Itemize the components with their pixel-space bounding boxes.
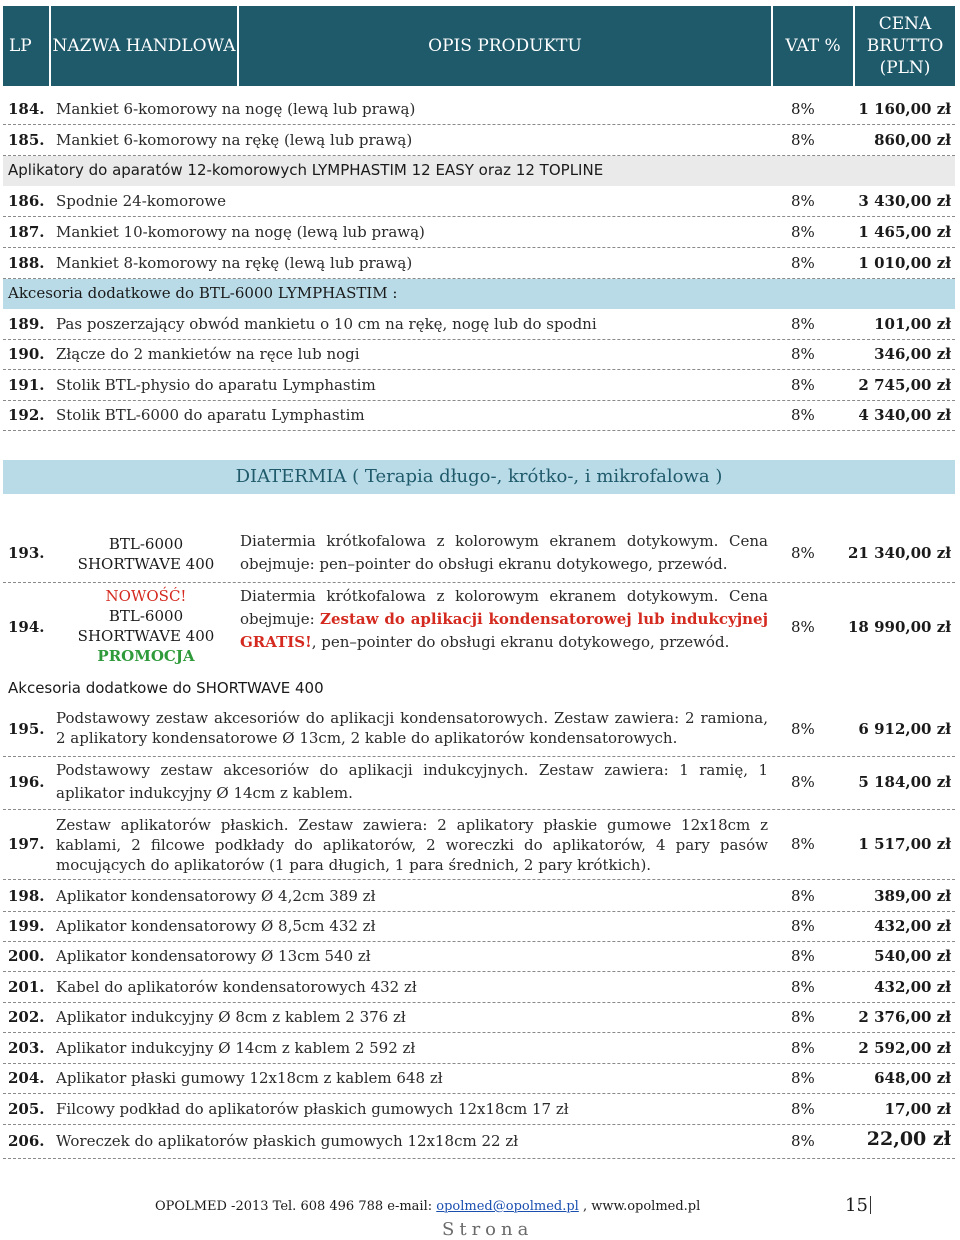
row-vat: 8% — [791, 345, 815, 363]
table-row — [3, 1124, 955, 1159]
table-row — [3, 704, 955, 757]
row-vat: 8% — [791, 720, 815, 738]
row-lp: 189. — [8, 315, 45, 333]
table-header — [3, 6, 955, 86]
row-price: 17,00 zł — [884, 1100, 951, 1118]
row-price: 1 465,00 zł — [858, 223, 951, 241]
new-label: NOWOŚĆ! — [105, 587, 187, 605]
header-desc: OPIS PRODUKTU — [239, 6, 771, 86]
row-vat: 8% — [791, 192, 815, 210]
row-desc: Aplikator kondensatorowy Ø 8,5cm 432 zł — [56, 917, 376, 935]
row-price: 540,00 zł — [874, 947, 951, 965]
row-lp: 193. — [8, 544, 45, 562]
row-lp: 198. — [8, 887, 45, 905]
row-desc: Aplikator indukcyjny Ø 14cm z kablem 2 592 zł — [56, 1039, 416, 1057]
row-desc: Aplikator kondensatorowy Ø 13cm 540 zł — [56, 947, 371, 965]
table-row — [3, 217, 955, 248]
header-vat: VAT % — [773, 6, 853, 86]
section-heading-btl-lymphastim — [3, 279, 955, 309]
table-row — [3, 125, 955, 156]
row-desc: Mankiet 6-komorowy na rękę (lewą lub prawą) — [56, 131, 413, 149]
row-lp: 206. — [8, 1132, 45, 1150]
footer-text: OPOLMED -2013 Tel. 608 496 788 e-mail: — [155, 1199, 437, 1214]
row-desc: Aplikator kondensatorowy Ø 4,2cm 389 zł — [56, 887, 376, 905]
row-vat: 8% — [791, 1008, 815, 1026]
row-vat: 8% — [791, 406, 815, 424]
diatermia-heading: DIATERMIA ( Terapia długo-, krótko-, i mikrofalowa ) — [3, 460, 955, 494]
row-price: 2 745,00 zł — [858, 376, 951, 394]
row-lp: 185. — [8, 131, 45, 149]
row-vat: 8% — [791, 1132, 815, 1150]
table-row — [3, 757, 955, 810]
row-price: 5 184,00 zł — [858, 773, 951, 791]
row-lp: 191. — [8, 376, 45, 394]
row-price: 22,00 zł — [866, 1128, 951, 1150]
row-lp: 187. — [8, 223, 45, 241]
row-lp: 202. — [8, 1008, 45, 1026]
row-vat: 8% — [791, 376, 815, 394]
section-heading-lymphastim-12 — [3, 156, 955, 186]
row-desc: Podstawowy zestaw akcesoriów do aplikacji indukcyjnych. Zestaw zawiera: 1 ramię, 1 aplikator indukcyjny Ø 14cm z kablem. — [56, 761, 768, 802]
name-line: SHORTWAVE 400 — [77, 627, 215, 645]
footer-website: , www.opolmed.pl — [578, 1199, 701, 1214]
row-vat: 8% — [791, 618, 815, 636]
row-lp: 199. — [8, 917, 45, 935]
row-desc: Mankiet 10-komorowy na nogę (lewą lub prawą) — [56, 223, 425, 241]
row-desc: Aplikator indukcyjny Ø 8cm z kablem 2 376 zł — [56, 1008, 406, 1026]
row-price: 346,00 zł — [874, 345, 951, 363]
table-row — [3, 881, 955, 912]
row-lp: 188. — [8, 254, 45, 272]
table-row — [3, 248, 955, 279]
row-lp: 204. — [8, 1069, 45, 1087]
table-row — [3, 370, 955, 401]
row-price: 1 160,00 zł — [858, 100, 951, 118]
row-lp: 184. — [8, 100, 45, 118]
row-price: 18 990,00 zł — [847, 618, 951, 636]
row-vat: 8% — [791, 131, 815, 149]
page-footer — [0, 1193, 960, 1240]
row-desc: Pas poszerzający obwód mankietu o 10 cm na rękę, nogę lub do spodni — [56, 315, 597, 333]
row-lp: 203. — [8, 1039, 45, 1057]
page-number: 15 — [845, 1195, 868, 1216]
row-price: 2 592,00 zł — [858, 1039, 951, 1057]
row-price: 860,00 zł — [874, 131, 951, 149]
promo-label: PROMOCJA — [97, 647, 195, 665]
row-name — [61, 586, 231, 666]
row-desc — [240, 585, 768, 654]
row-lp: 195. — [8, 720, 45, 738]
row-lp: 197. — [8, 835, 45, 853]
page-divider — [870, 1196, 871, 1214]
row-desc: Spodnie 24-komorowe — [56, 192, 227, 210]
name-line: BTL-6000 — [108, 535, 184, 553]
row-vat: 8% — [791, 223, 815, 241]
table-row — [3, 526, 955, 583]
row-price: 4 340,00 zł — [858, 406, 951, 424]
header-lp: LP — [3, 6, 49, 86]
row-lp: 201. — [8, 978, 45, 996]
row-price: 21 340,00 zł — [847, 544, 951, 562]
row-lp: 200. — [8, 947, 45, 965]
table-row — [3, 1094, 955, 1125]
row-lp: 190. — [8, 345, 45, 363]
table-row — [3, 339, 955, 370]
table-row — [3, 584, 955, 672]
row-price: 1 010,00 zł — [858, 254, 951, 272]
row-lp: 192. — [8, 406, 45, 424]
row-vat: 8% — [791, 1039, 815, 1057]
table-row — [3, 1033, 955, 1064]
row-price: 432,00 zł — [874, 917, 951, 935]
row-desc: Stolik BTL-physio do aparatu Lymphastim — [56, 376, 376, 394]
row-desc: Woreczek do aplikatorów płaskich gumowych 12x18cm 22 zł — [56, 1132, 519, 1150]
table-row — [3, 1063, 955, 1094]
footer-email-link[interactable]: opolmed@opolmed.pl — [436, 1199, 579, 1214]
row-desc: Podstawowy zestaw akcesoriów do aplikacji kondensatorowych. Zestaw zawiera: 2 ramiona, 2 aplikatory kondensatorowe Ø 13cm, 2 kable do aplikatorów kondensatorowych. — [56, 709, 768, 747]
name-line: BTL-6000 — [108, 607, 184, 625]
row-vat: 8% — [791, 773, 815, 791]
row-lp: 194. — [8, 618, 45, 636]
row-price: 6 912,00 zł — [858, 720, 951, 738]
row-desc: Złącze do 2 mankietów na ręce lub nogi — [56, 345, 360, 363]
row-desc: Mankiet 8-komorowy na rękę (lewą lub prawą) — [56, 254, 413, 272]
row-lp: 186. — [8, 192, 45, 210]
row-desc: Filcowy podkład do aplikatorów płaskich gumowych 12x18cm 17 zł — [56, 1100, 569, 1118]
table-row — [3, 309, 955, 340]
row-lp: 205. — [8, 1100, 45, 1118]
row-price: 432,00 zł — [874, 978, 951, 996]
row-desc: Mankiet 6-komorowy na nogę (lewą lub prawą) — [56, 100, 416, 118]
footer-contact — [155, 1199, 700, 1214]
row-price: 648,00 zł — [874, 1069, 951, 1087]
row-vat: 8% — [791, 100, 815, 118]
row-desc: Zestaw aplikatorów płaskich. Zestaw zawiera: 2 aplikatory płaskie gumowe 12x18cm z kablami, 2 filcowe podkłady do aplikatorów, 2 woreczki do aplikatorów, 4 pary pasów mocujących do aplikatorów (1 para długich, 1 para średnich, 2 pary krótkich). — [56, 816, 768, 874]
section-title: Akcesoria dodatkowe do SHORTWAVE 400 — [8, 679, 324, 697]
header-name: NAZWA HANDLOWA — [51, 6, 237, 86]
table-row — [3, 972, 955, 1003]
row-desc: Aplikator płaski gumowy 12x18cm z kablem 648 zł — [56, 1069, 443, 1087]
table-row — [3, 811, 955, 880]
row-vat: 8% — [791, 978, 815, 996]
row-vat: 8% — [791, 1069, 815, 1087]
row-desc: Kabel do aplikatorów kondensatorowych 432 zł — [56, 978, 417, 996]
name-line: SHORTWAVE 400 — [77, 555, 215, 573]
page-label: Strona — [442, 1219, 534, 1240]
section-title: Aplikatory do aparatów 12-komorowych LYMPHASTIM 12 EASY oraz 12 TOPLINE — [8, 161, 604, 179]
row-vat: 8% — [791, 1100, 815, 1118]
row-price: 101,00 zł — [874, 315, 951, 333]
row-vat: 8% — [791, 254, 815, 272]
desc-part: , pen–pointer do obsługi ekranu dotykowego, przewód. — [311, 633, 730, 651]
table-row — [3, 911, 955, 942]
row-price: 389,00 zł — [874, 887, 951, 905]
table-row — [3, 1002, 955, 1033]
row-price: 3 430,00 zł — [858, 192, 951, 210]
row-vat: 8% — [791, 887, 815, 905]
row-vat: 8% — [791, 917, 815, 935]
row-vat: 8% — [791, 947, 815, 965]
row-vat: 8% — [791, 315, 815, 333]
row-vat: 8% — [791, 544, 815, 562]
row-lp: 196. — [8, 773, 45, 791]
row-price: 2 376,00 zł — [858, 1008, 951, 1026]
section-heading-shortwave — [3, 674, 955, 702]
row-vat: 8% — [791, 835, 815, 853]
desc-part: Diatermia krótkofalowa z kolorowym ekranem dotykowym. Cena obejmuje: — [240, 587, 768, 628]
row-name — [61, 534, 231, 574]
row-desc: Stolik BTL-6000 do aparatu Lymphastim — [56, 406, 365, 424]
table-row — [3, 941, 955, 972]
row-price: 1 517,00 zł — [858, 835, 951, 853]
gift-text: Zestaw do aplikacji kondensatorowej lub indukcyjnej GRATIS! — [240, 610, 768, 651]
row-desc: Diatermia krótkofalowa z kolorowym ekranem dotykowym. Cena obejmuje: pen–pointer do obsługi ekranu dotykowego, przewód. — [240, 532, 768, 573]
section-title: Akcesoria dodatkowe do BTL-6000 LYMPHASTIM : — [8, 284, 398, 302]
table-row — [3, 400, 955, 431]
table-row — [3, 94, 955, 125]
table-row — [3, 186, 955, 217]
header-price: CENA BRUTTO (PLN) — [855, 6, 955, 86]
